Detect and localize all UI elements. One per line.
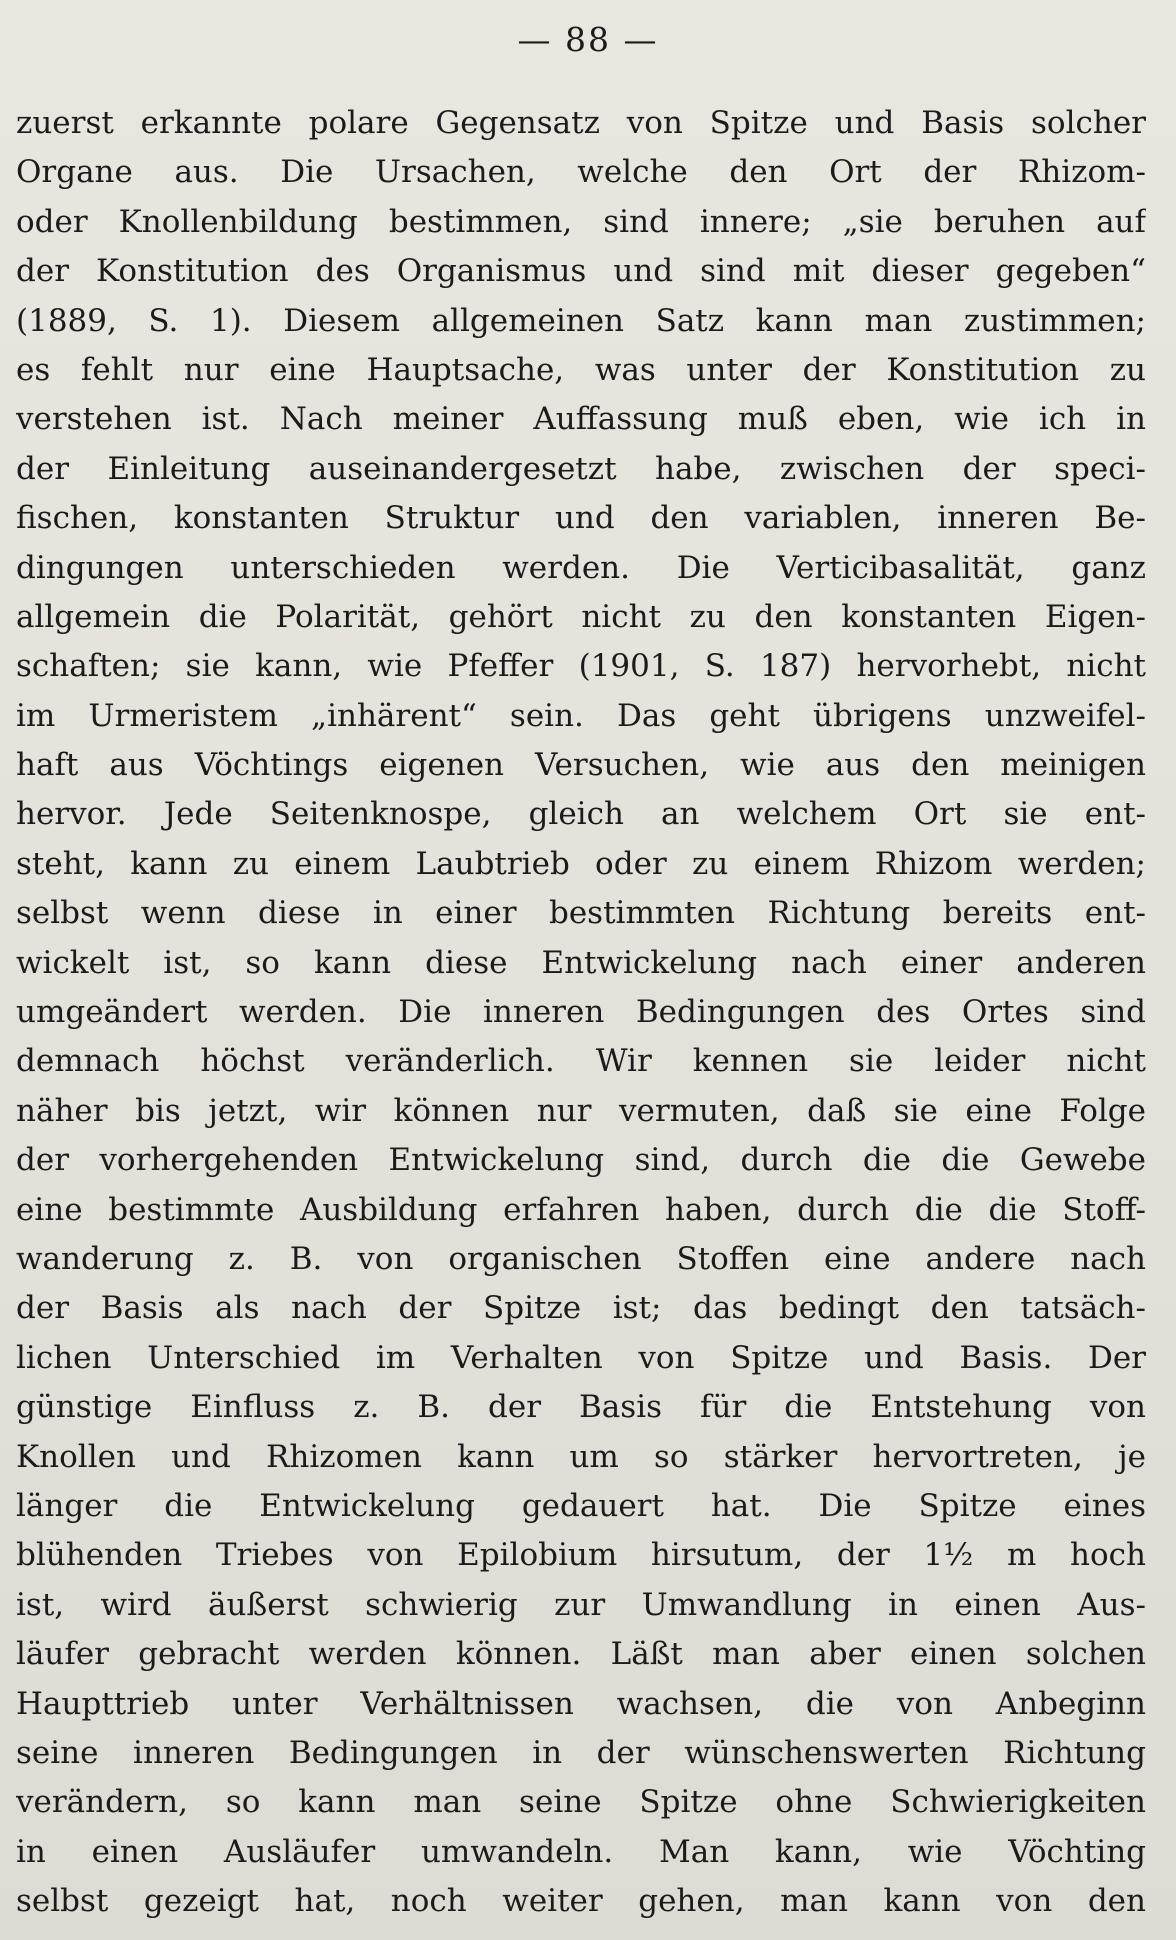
text-line: länger die Entwickelung gedauert hat. Die Spitze eines [16, 1487, 1146, 1524]
text-line: lichen Unterschied im Verhalten von Spitze und Basis. Der [16, 1339, 1146, 1376]
text-line: Knollen und Rhizomen kann um so stärker hervortreten, je [16, 1438, 1146, 1475]
text-line: schaften; sie kann, wie Pfeffer (1901, S. 187) hervorhebt, nicht [16, 648, 1146, 685]
text-line: dingungen unterschieden werden. Die Verticibasalität, ganz [16, 549, 1146, 586]
text-line: umgeändert werden. Die inneren Bedingungen des Ortes sind [16, 994, 1146, 1031]
text-line: der vorhergehenden Entwickelung sind, durch die die Gewebe [16, 1142, 1146, 1179]
text-line: es fehlt nur eine Hauptsache, was unter der Konstitution zu [16, 351, 1146, 388]
text-line: der Konstitution des Organismus und sind mit dieser gegeben“ [16, 253, 1146, 290]
text-line: oder Knollenbildung bestimmen, sind innere; „sie beruhen auf [16, 203, 1146, 240]
text-line: wickelt ist, so kann diese Entwickelung nach einer anderen [16, 944, 1146, 981]
text-line: selbst wenn diese in einer bestimmten Richtung bereits ent- [16, 895, 1146, 932]
text-line: steht, kann zu einem Laubtrieb oder zu einem Rhizom werden; [16, 845, 1146, 882]
text-line: verstehen ist. Nach meiner Auffassung muß eben, wie ich in [16, 401, 1146, 438]
text-line: der Basis als nach der Spitze ist; das bedingt den tatsäch- [16, 1290, 1146, 1327]
text-line: (1889, S. 1). Diesem allgemeinen Satz kann man zustimmen; [16, 302, 1146, 339]
text-line: allgemein die Polarität, gehört nicht zu den konstanten Eigen- [16, 598, 1146, 635]
text-line: näher bis jetzt, wir können nur vermuten, daß sie eine Folge [16, 1092, 1146, 1129]
text-line: eine bestimmte Ausbildung erfahren haben, durch die die Stoff- [16, 1191, 1146, 1228]
text-line: im Urmeristem „inhärent“ sein. Das geht übrigens unzweifel- [16, 697, 1146, 734]
page-number: — 88 — [517, 20, 659, 59]
text-line: haft aus Vöchtings eigenen Versuchen, wie aus den meinigen [16, 747, 1146, 784]
text-line: wanderung z. B. von organischen Stoffen eine andere nach [16, 1240, 1146, 1277]
text-line: hervor. Jede Seitenknospe, gleich an welchem Ort sie ent- [16, 796, 1146, 833]
body-text [16, 99, 1146, 1926]
text-line: verändern, so kann man seine Spitze ohne Schwierigkeiten [16, 1784, 1146, 1821]
text-line: zuerst erkannte polare Gegensatz von Spitze und Basis solcher [16, 105, 1146, 141]
text-line: läufer gebracht werden können. Läßt man aber einen solchen [16, 1636, 1146, 1673]
text-line: seine inneren Bedingungen in der wünschenswerten Richtung [16, 1734, 1146, 1771]
text-line: selbst gezeigt hat, noch weiter gehen, man kann von den [16, 1883, 1146, 1920]
text-line: demnach höchst veränderlich. Wir kennen sie leider nicht [16, 1043, 1146, 1080]
text-line: blühenden Triebes von Epilobium hirsutum, der 1½ m hoch [16, 1537, 1146, 1574]
text-line: in einen Ausläufer umwandeln. Man kann, wie Vöchting [16, 1833, 1146, 1870]
text-line: fischen, konstanten Struktur und den variablen, inneren Be- [16, 500, 1146, 537]
text-line: ist, wird äußerst schwierig zur Umwandlung in einen Aus- [16, 1586, 1146, 1623]
text-line: günstige Einfluss z. B. der Basis für die Entstehung von [16, 1389, 1146, 1426]
text-line: der Einleitung auseinandergesetzt habe, zwischen der speci- [16, 450, 1146, 487]
text-line: Organe aus. Die Ursachen, welche den Ort der Rhizom- [16, 154, 1146, 191]
text-line: Haupttrieb unter Verhältnissen wachsen, die von Anbeginn [16, 1685, 1146, 1722]
